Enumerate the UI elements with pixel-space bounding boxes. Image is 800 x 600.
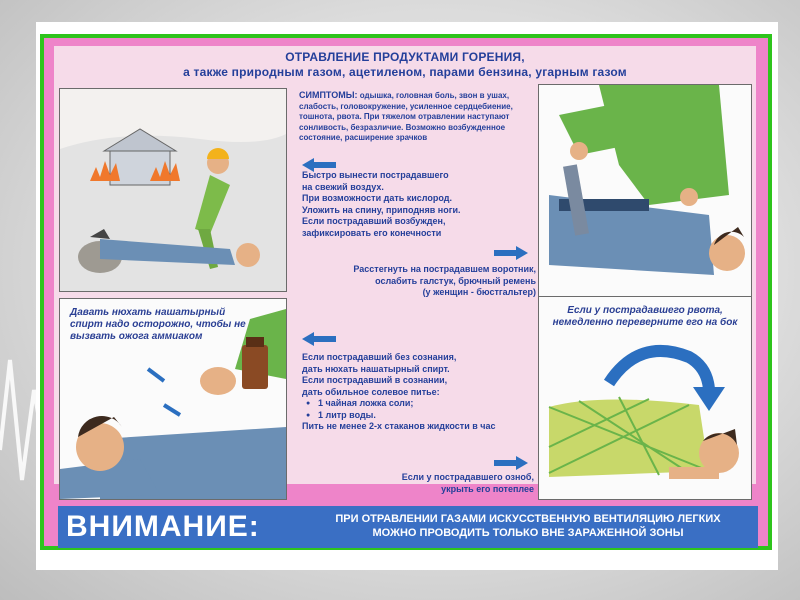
step3-bullet: ● 1 чайная ложка соли;: [302, 398, 528, 410]
step3-footer: Пить не менее 2-х стаканов жидкости в час: [302, 421, 496, 431]
poster-title: ОТРАВЛЕНИЕ ПРОДУКТАМИ ГОРЕНИЯ,: [285, 50, 525, 64]
step1-line: Если пострадавший возбужден,: [302, 216, 446, 226]
poster-content: [54, 46, 756, 494]
recovery-caption: Если у пострадавшего рвота, немедленно переверните его на бок: [552, 305, 738, 328]
rescue-scene-image: [60, 89, 286, 291]
warning-line: ПРИ ОТРАВЛЕНИИ ГАЗАМИ ИСКУССТВЕННУЮ ВЕНТИЛЯЦИЮ ЛЕГКИХ: [335, 513, 721, 525]
symptoms-label: СИМПТОМЫ:: [299, 90, 358, 100]
symptoms-description: одышка, головная боль, звон в ушах, слабость, головокружение, усиленное сердцебиение, тошнота, рвота. При тяжелом отравлении наступают сонливость, безразличие. Возможно возбужденное состояние, расширение зрачков: [299, 91, 513, 142]
step3-bullet: ● 1 литр воды.: [302, 410, 528, 422]
step2-text: [324, 264, 536, 299]
step2-line: (у женщин - бюстгальтер): [422, 287, 536, 297]
step3-line: дать нюхать нашатырный спирт.: [302, 363, 450, 374]
warning-line: МОЖНО ПРОВОДИТЬ ТОЛЬКО ВНЕ ЗАРАЖЕННОЙ ЗОНЫ: [372, 527, 684, 539]
step4-text: [334, 472, 534, 495]
panel-rescue-illustration: [59, 88, 287, 292]
right-arrow-icon: [494, 456, 528, 470]
warning-text: [308, 512, 748, 540]
step1-line: При возможности дать кислород.: [302, 193, 452, 203]
first-aid-poster: [40, 34, 772, 550]
warning-title: ВНИМАНИЕ:: [66, 510, 260, 543]
step2-line: ослабить галстук, брючный ремень: [375, 275, 536, 286]
ammonia-caption: Давать нюхать нашатырный спирт надо осторожно, чтобы не вызвать ожога аммиаком: [70, 307, 246, 342]
step3-line: дать обильное солевое питье:: [302, 386, 440, 397]
step1-text: [302, 170, 512, 239]
step3-bullet-list: [302, 398, 528, 421]
panel-ammonia-illustration: [59, 298, 287, 500]
blanket-icon: [549, 397, 709, 477]
step4-line: Если у пострадавшего озноб,: [401, 472, 534, 482]
step3-line: Если пострадавший в сознании,: [302, 375, 448, 385]
loosen-clothes-image: [539, 85, 751, 299]
symptoms-text: [299, 90, 533, 144]
poster-subtitle: а также природным газом, ацетиленом, парами бензина, угарным газом: [183, 65, 627, 79]
panel-recovery-position-illustration: [538, 296, 752, 500]
step4-line: укрыть его потеплее: [441, 483, 534, 494]
step1-line: зафиксировать его конечности: [302, 227, 442, 238]
step1-line: Быстро вынести пострадавшего: [302, 170, 449, 180]
warning-banner: [58, 506, 758, 548]
step3-line: Если пострадавший без сознания,: [302, 352, 457, 362]
left-arrow-icon: [302, 332, 336, 346]
panel-loosen-clothes-illustration: [538, 84, 752, 300]
right-arrow-icon: [494, 246, 528, 260]
step2-line: Расстегнуть на пострадавшем воротник,: [353, 264, 536, 274]
step1-line: на свежий воздух.: [302, 181, 384, 192]
step1-line: Уложить на спину, приподняв ноги.: [302, 204, 461, 215]
step3-text: [302, 352, 528, 433]
